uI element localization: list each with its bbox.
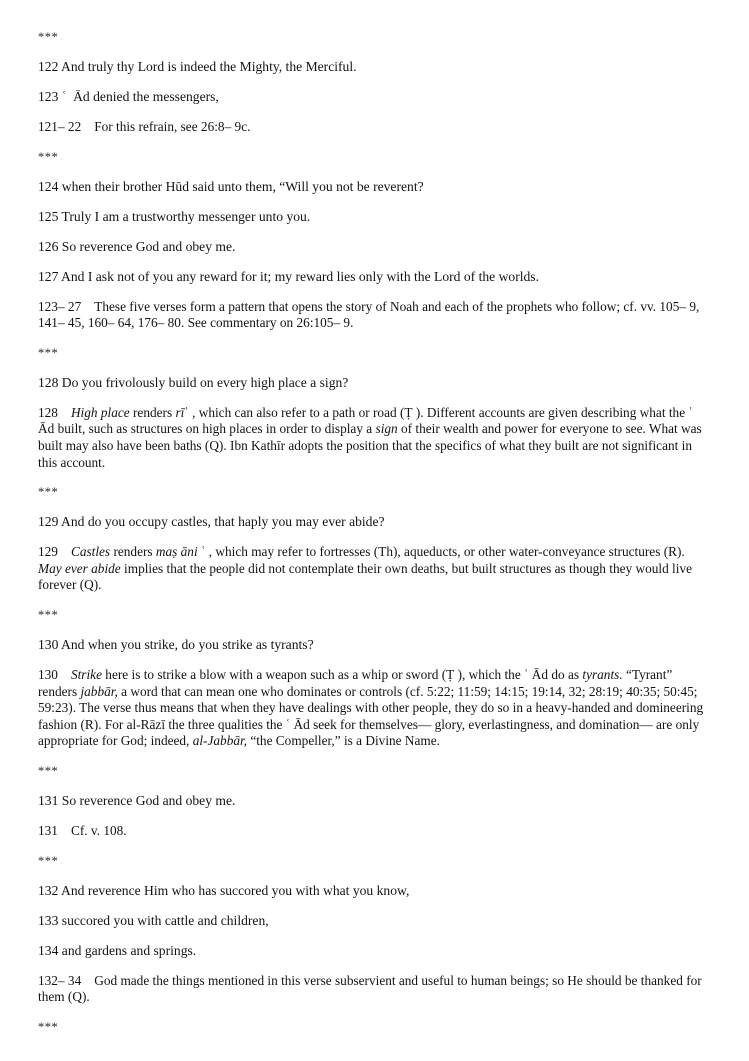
- commentary-text: Castles renders maṣ āni ʿ , which may refer to fortresses (Th), aqueducts, or other water-conveyance structures (R). May ever abide implies that the people did not contemplate their own deaths, but built structures as though they would live forever (Q).: [38, 544, 692, 593]
- commentary-verse-ref: 130: [38, 666, 58, 682]
- commentary-verse-ref: 132– 34: [38, 972, 82, 988]
- section-separator: ***: [38, 149, 59, 164]
- verse-line: 133 succored you with cattle and children,: [38, 912, 269, 928]
- section-separator: ***: [38, 607, 59, 622]
- commentary-text: These five verses form a pattern that opens the story of Noah and each of the prophets who follow; cf. vv. 105– 9, 141– 45, 160– 64, 176– 80. See commentary on 26:105– 9.: [38, 298, 700, 331]
- verse-line: 129 And do you occupy castles, that haply you may ever abide?: [38, 514, 385, 530]
- commentary-text: God made the things mentioned in this verse subservient and useful to human beings; so He should be thanked for them (Q).: [38, 972, 702, 1005]
- section-separator: ***: [38, 345, 59, 360]
- commentary-paragraph: [38, 667, 710, 750]
- section-separator: ***: [38, 1019, 59, 1034]
- commentary-text: High place renders rīʾ , which can also refer to a path or road (Ṭ ). Different accounts are given describing what the ʿ Ād built, such as structures on high places in order to display a sign of their wealth and power for everyone to see. What was built may also have been baths (Q). Ibn Kathīr adopts the position that the specifics of what they built are not significant in this account.: [38, 404, 702, 470]
- commentary-text: Strike here is to strike a blow with a weapon such as a whip or sword (Ṭ ), which the ʿ Ād do as tyrants. “Tyrant” renders jabbār, a word that can mean one who dominates or controls (cf. 5:22; 11:59; 14:15; 19:14, 32; 28:19; 40:35; 50:45; 59:23). The verse thus means that when they have dealings with other people, they do so in a heavy-handed and domineering fashion (R). For al-Rāzī the three qualities the ʿ Ād seek for themselves— glory, everlastingness, and domination— are only appropriate for God; indeed, al-Jabbār, “the Compeller,” is a Divine Name.: [38, 666, 704, 749]
- verse-line: 128 Do you frivolously build on every high place a sign?: [38, 374, 349, 390]
- verse-line: 125 Truly I am a trustworthy messenger unto you.: [38, 208, 311, 224]
- verse-line: 127 And I ask not of you any reward for it; my reward lies only with the Lord of the worlds.: [38, 268, 539, 284]
- commentary-paragraph: [38, 299, 710, 332]
- verse-line: 126 So reverence God and obey me.: [38, 238, 236, 254]
- verse-line: 134 and gardens and springs.: [38, 942, 197, 958]
- verse-line: 122 And truly thy Lord is indeed the Mighty, the Merciful.: [38, 59, 357, 74]
- commentary-verse-ref: 128: [38, 404, 58, 420]
- commentary-paragraph: [38, 823, 710, 840]
- document-body: [38, 30, 710, 1049]
- commentary-verse-ref: 131: [38, 822, 58, 838]
- section-separator: ***: [38, 485, 59, 500]
- commentary-verse-ref: 129: [38, 544, 58, 560]
- verse-line: 131 So reverence God and obey me.: [38, 792, 236, 808]
- section-separator: ***: [38, 853, 59, 868]
- commentary-verse-ref: 123– 27: [38, 298, 82, 314]
- verse-line: 124 when their brother Hūd said unto them, “Will you not be reverent?: [38, 178, 424, 194]
- commentary-text: Cf. v. 108.: [70, 822, 127, 838]
- commentary-paragraph: [38, 119, 710, 136]
- verse-line: 123 ʿ Ād denied the messengers,: [38, 89, 219, 104]
- commentary-paragraph: [38, 405, 710, 471]
- commentary-paragraph: [38, 544, 710, 594]
- commentary-verse-ref: 121– 22: [38, 119, 82, 134]
- section-separator: ***: [38, 763, 59, 778]
- verse-line: 132 And reverence Him who has succored you with what you know,: [38, 882, 410, 898]
- commentary-text: For this refrain, see 26:8– 9c.: [94, 119, 251, 134]
- verse-line: 130 And when you strike, do you strike as tyrants?: [38, 636, 314, 652]
- section-separator: ***: [38, 30, 59, 44]
- commentary-paragraph: [38, 973, 710, 1006]
